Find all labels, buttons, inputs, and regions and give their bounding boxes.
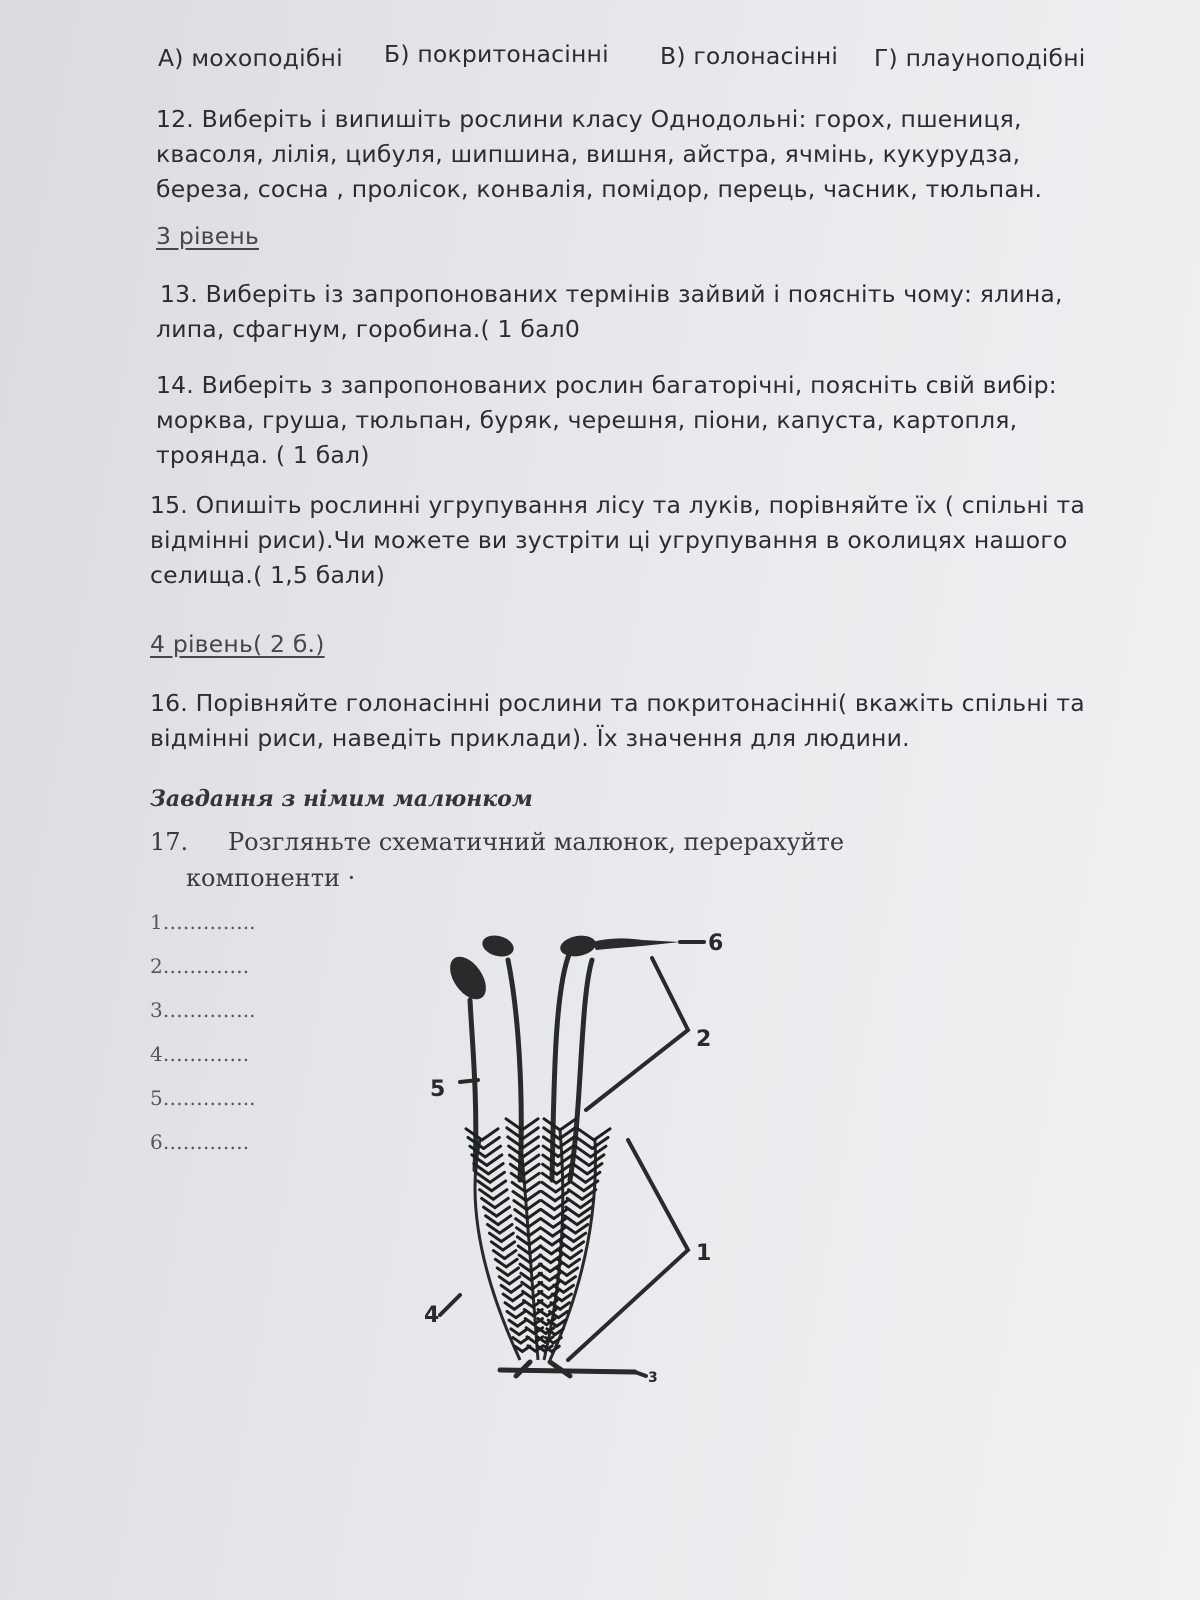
moss-leaf: [495, 1198, 508, 1207]
question-17-number: 17.: [150, 828, 189, 856]
moss-leaf: [564, 1216, 577, 1225]
moss-leaf: [529, 1237, 541, 1245]
answer-line-5: 5…………..: [150, 1086, 256, 1110]
moss-leaf: [519, 1255, 530, 1263]
moss-leaf: [567, 1268, 578, 1275]
moss-leaf: [497, 1268, 508, 1275]
question-16-line: 16. Порівняйте голонасінні рослини та покритонасінні( вкажіть спільні та: [150, 689, 1085, 717]
question-12-line: квасоля, лілія, цибуля, шипшина, вишня, айстра, ячмінь, кукурудза,: [156, 140, 1021, 168]
moss-leaf: [484, 1137, 500, 1148]
rhizoids: [500, 1362, 635, 1376]
moss-leaf: [519, 1329, 527, 1335]
moss-leaf: [511, 1329, 519, 1335]
question-14: [156, 368, 1166, 473]
moss-leaf: [490, 1172, 504, 1182]
answer-line-4: 4………….: [150, 1042, 250, 1066]
answer-line-2: 2………….: [150, 954, 250, 978]
moss-leaf: [542, 1191, 555, 1200]
moss-leaf: [570, 1251, 581, 1259]
question-15-line: 15. Опишіть рослинні угрупування лісу та луків, порівняйте їх ( спільні та: [150, 491, 1085, 519]
level-4-heading: 4 рівень( 2 б.): [150, 630, 325, 658]
question-14-line: морква, груша, тюльпан, буряк, черешня, піони, капуста, картопля,: [156, 406, 1018, 434]
moss-plant-figure: [420, 930, 760, 1410]
moss-leaf: [491, 1242, 503, 1250]
moss-leaf: [507, 1311, 516, 1317]
moss-leaf: [503, 1294, 513, 1301]
moss-leaf: [530, 1246, 541, 1254]
figure-label-3: 3: [648, 1370, 658, 1386]
question-15-line: відмінні риси).Чи можете ви зустріти ці угрупування в околицях нашого: [150, 526, 1068, 554]
level-3-heading: 3 рівень: [156, 222, 259, 250]
moss-leaf: [523, 1291, 533, 1298]
moss-leaf: [570, 1181, 584, 1191]
moss-leaf: [528, 1219, 540, 1228]
moss-leaf: [505, 1303, 514, 1309]
figure-label-5: 5: [430, 1077, 446, 1102]
figure-label-2: 2: [696, 1027, 712, 1052]
moss-leaf: [518, 1246, 529, 1254]
question-12: [156, 102, 1166, 207]
capsule: [592, 938, 680, 950]
moss-leaf: [520, 1264, 531, 1271]
moss-leaf: [526, 1182, 540, 1192]
question-14-line: 14. Виберіть з запропонованих рослин багаторічні, поясніть свій вибір:: [156, 371, 1057, 399]
moss-leaf: [565, 1277, 575, 1284]
moss-leaf: [540, 1264, 551, 1271]
moss-leaf: [540, 1246, 551, 1254]
question-13: [156, 277, 1170, 347]
moss-leaf: [522, 1282, 532, 1289]
moss-leaf: [525, 1173, 539, 1183]
moss-leaf: [521, 1273, 531, 1280]
moss-leaf: [542, 1201, 555, 1210]
moss-leaf: [573, 1164, 588, 1174]
figure-label-6: 6: [708, 931, 724, 956]
moss-leaf: [506, 1259, 517, 1267]
capsule: [480, 932, 516, 960]
question-16: [150, 686, 1160, 756]
moss-leaf: [487, 1155, 502, 1165]
question-14-line: троянда. ( 1 бал): [156, 441, 370, 469]
moss-leaf: [493, 1251, 504, 1259]
moss-leaf: [499, 1277, 509, 1284]
moss-leaf: [574, 1155, 589, 1165]
moss-leaf: [528, 1228, 540, 1236]
question-12-line: береза, сосна , пролісок, конвалія, помідор, перець, часник, тюльпан.: [156, 175, 1043, 203]
moss-leaf: [509, 1277, 519, 1284]
moss-leaf: [524, 1155, 539, 1165]
option-d: Г) плауноподібні: [874, 44, 1086, 72]
moss-leaf: [560, 1303, 569, 1309]
moss-leaf: [526, 1191, 539, 1200]
moss-leaf: [505, 1251, 516, 1259]
answer-line-3: 3…………..: [150, 998, 256, 1022]
answer-line-6: 6………….: [150, 1130, 250, 1154]
moss-leaf: [518, 1320, 527, 1326]
moss-leaf: [575, 1146, 590, 1157]
option-a: А) мохоподібні: [158, 44, 343, 72]
question-13-line: липа, сфагнум, горобина.( 1 бал0: [156, 315, 581, 343]
moss-leaf: [514, 1303, 523, 1309]
moss-leaf: [564, 1285, 574, 1292]
moss-leaf: [540, 1237, 552, 1245]
moss-leaf: [539, 1291, 549, 1298]
question-17-text: Розгляньте схематичний малюнок, перерахуйте: [228, 828, 845, 856]
figure-label-1: 1: [696, 1241, 712, 1266]
figure-label-4: 4: [424, 1303, 440, 1328]
moss-leaf: [539, 1282, 549, 1289]
moss-leaf: [562, 1294, 572, 1301]
moss-leaf: [569, 1190, 583, 1200]
moss-leaf: [495, 1259, 506, 1267]
moss-leaf: [525, 1164, 539, 1174]
answer-line-1: 1…………..: [150, 910, 256, 934]
moss-leaf: [488, 1164, 503, 1174]
moss-leaf: [508, 1268, 519, 1275]
moss-leaf: [527, 1201, 540, 1210]
moss-leaf: [541, 1219, 553, 1228]
moss-leaf: [524, 1146, 539, 1156]
option-b: Б) покритонасінні: [384, 40, 609, 68]
moss-leaf: [527, 1210, 540, 1219]
moss-leaf: [511, 1285, 521, 1292]
moss-leaf: [577, 1137, 593, 1148]
moss-leaf: [540, 1255, 551, 1263]
moss-leaf: [501, 1233, 513, 1241]
moss-leaf: [541, 1210, 554, 1219]
moss-leaf: [500, 1224, 512, 1233]
moss-leaf: [571, 1172, 585, 1182]
moss-leaf: [501, 1285, 511, 1292]
silent-picture-heading: Завдання з німим малюнком: [150, 786, 533, 812]
moss-leaf: [524, 1300, 533, 1306]
moss-leaf: [503, 1242, 515, 1250]
moss-leaf: [492, 1181, 506, 1191]
moss-leaf: [541, 1228, 553, 1236]
moss-leaf: [542, 1182, 556, 1192]
question-17-text-cont: компоненти ·: [186, 864, 356, 892]
moss-leaf: [497, 1207, 510, 1216]
moss-leaf: [567, 1198, 580, 1207]
question-13-line: 13. Виберіть із запропонованих термінів зайвий і поясніть чому: ялина,: [160, 280, 1063, 308]
moss-leaf: [516, 1311, 525, 1317]
moss-leaf: [524, 1310, 533, 1316]
moss-leaf: [513, 1294, 523, 1301]
option-c: В) голонасінні: [660, 42, 839, 70]
capsule: [559, 933, 598, 959]
moss-leaf: [569, 1259, 580, 1267]
moss-leaf: [539, 1273, 549, 1280]
question-15-line: селища.( 1,5 бали): [150, 561, 386, 589]
moss-leaf: [485, 1146, 500, 1157]
moss-leaf: [509, 1320, 518, 1326]
question-12-line: 12. Виберіть і випишіть рослини класу Однодольні: горох, пшениця,: [156, 105, 1022, 133]
moss-leaf: [498, 1216, 511, 1225]
moss-leaf: [566, 1207, 579, 1216]
moss-leaf: [572, 1242, 584, 1250]
moss-leaf: [493, 1190, 507, 1200]
capsule: [443, 950, 493, 1005]
question-16-line: відмінні риси, наведіть приклади). Їх значення для людини.: [150, 724, 910, 752]
question-15: [150, 488, 1160, 593]
